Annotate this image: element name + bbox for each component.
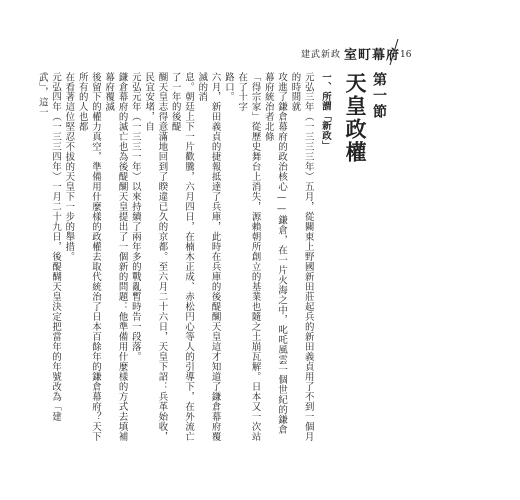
chapter-number: 第一節 [371, 72, 387, 120]
text-line: 六月，新田義貞的捷報抵達了兵庫，此時在兵庫的後醍醐天皇這才知道了鎌倉幕府覆滅的消 [196, 72, 221, 442]
text-line: 在看著這位堅忍不拔的天皇下一步的舉措。 [63, 72, 75, 262]
page-number: 16 [400, 50, 412, 60]
text-line: 鎌倉幕府的滅亡也為後醍醐天皇提出了一個新的問題：他準備用什麼樣的方式去填補幕府覆滅 [103, 72, 128, 442]
text-line: 後留下的權力真空，準備用什麼樣的政權去取代統治了日本百餘年的鎌倉幕府？天下所有的人也都 [76, 72, 101, 442]
running-header-chapter-title: 室町幕府 [344, 48, 401, 63]
text-line: 元弘四年（一三三四年）一月二十九日，後醍醐天皇決定把當年的年號改為「建武」，這一 [36, 72, 62, 422]
header-slash-divider [389, 39, 399, 65]
text-line: 攻進了鎌倉幕府的政治核心——鎌倉，在一片火海之中，叱吒風雲一個世紀的鎌倉幕府統治者北條 [262, 72, 288, 435]
text-line: 醐天皇志得意滿地回到了睽違已久的京都。至六月二十六日，天皇下詔：兵革始收，民宜安堵，自 [143, 72, 168, 442]
text-line: 路口。 [222, 72, 234, 102]
chapter-title: 天皇政權 [343, 72, 368, 164]
section-heading: 一、所謂「新政」 [320, 72, 331, 151]
running-header-section: 建武新政 [301, 50, 342, 60]
vertical-text-body [36, 72, 388, 444]
text-line: 元弘元年（一三三一年）以來持續了兩年多的戰亂暫時告一段落。 [129, 72, 141, 362]
text-line: 息。朝廷上下一片歡騰，六月四日，在楠木正成、赤松円心等人的引導下，在外流亡了一年的後醍 [169, 72, 195, 442]
text-line: 「得宗家」從歷史舞台上消失，源賴朝所創立的基業也隨之土崩瓦解。日本又一次站在了十字 [236, 72, 261, 442]
text-line: 元弘三年（一三三三年）五月，從關東上野國新田莊起兵的新田義貞用了不到一個月的時間就 [289, 72, 314, 442]
